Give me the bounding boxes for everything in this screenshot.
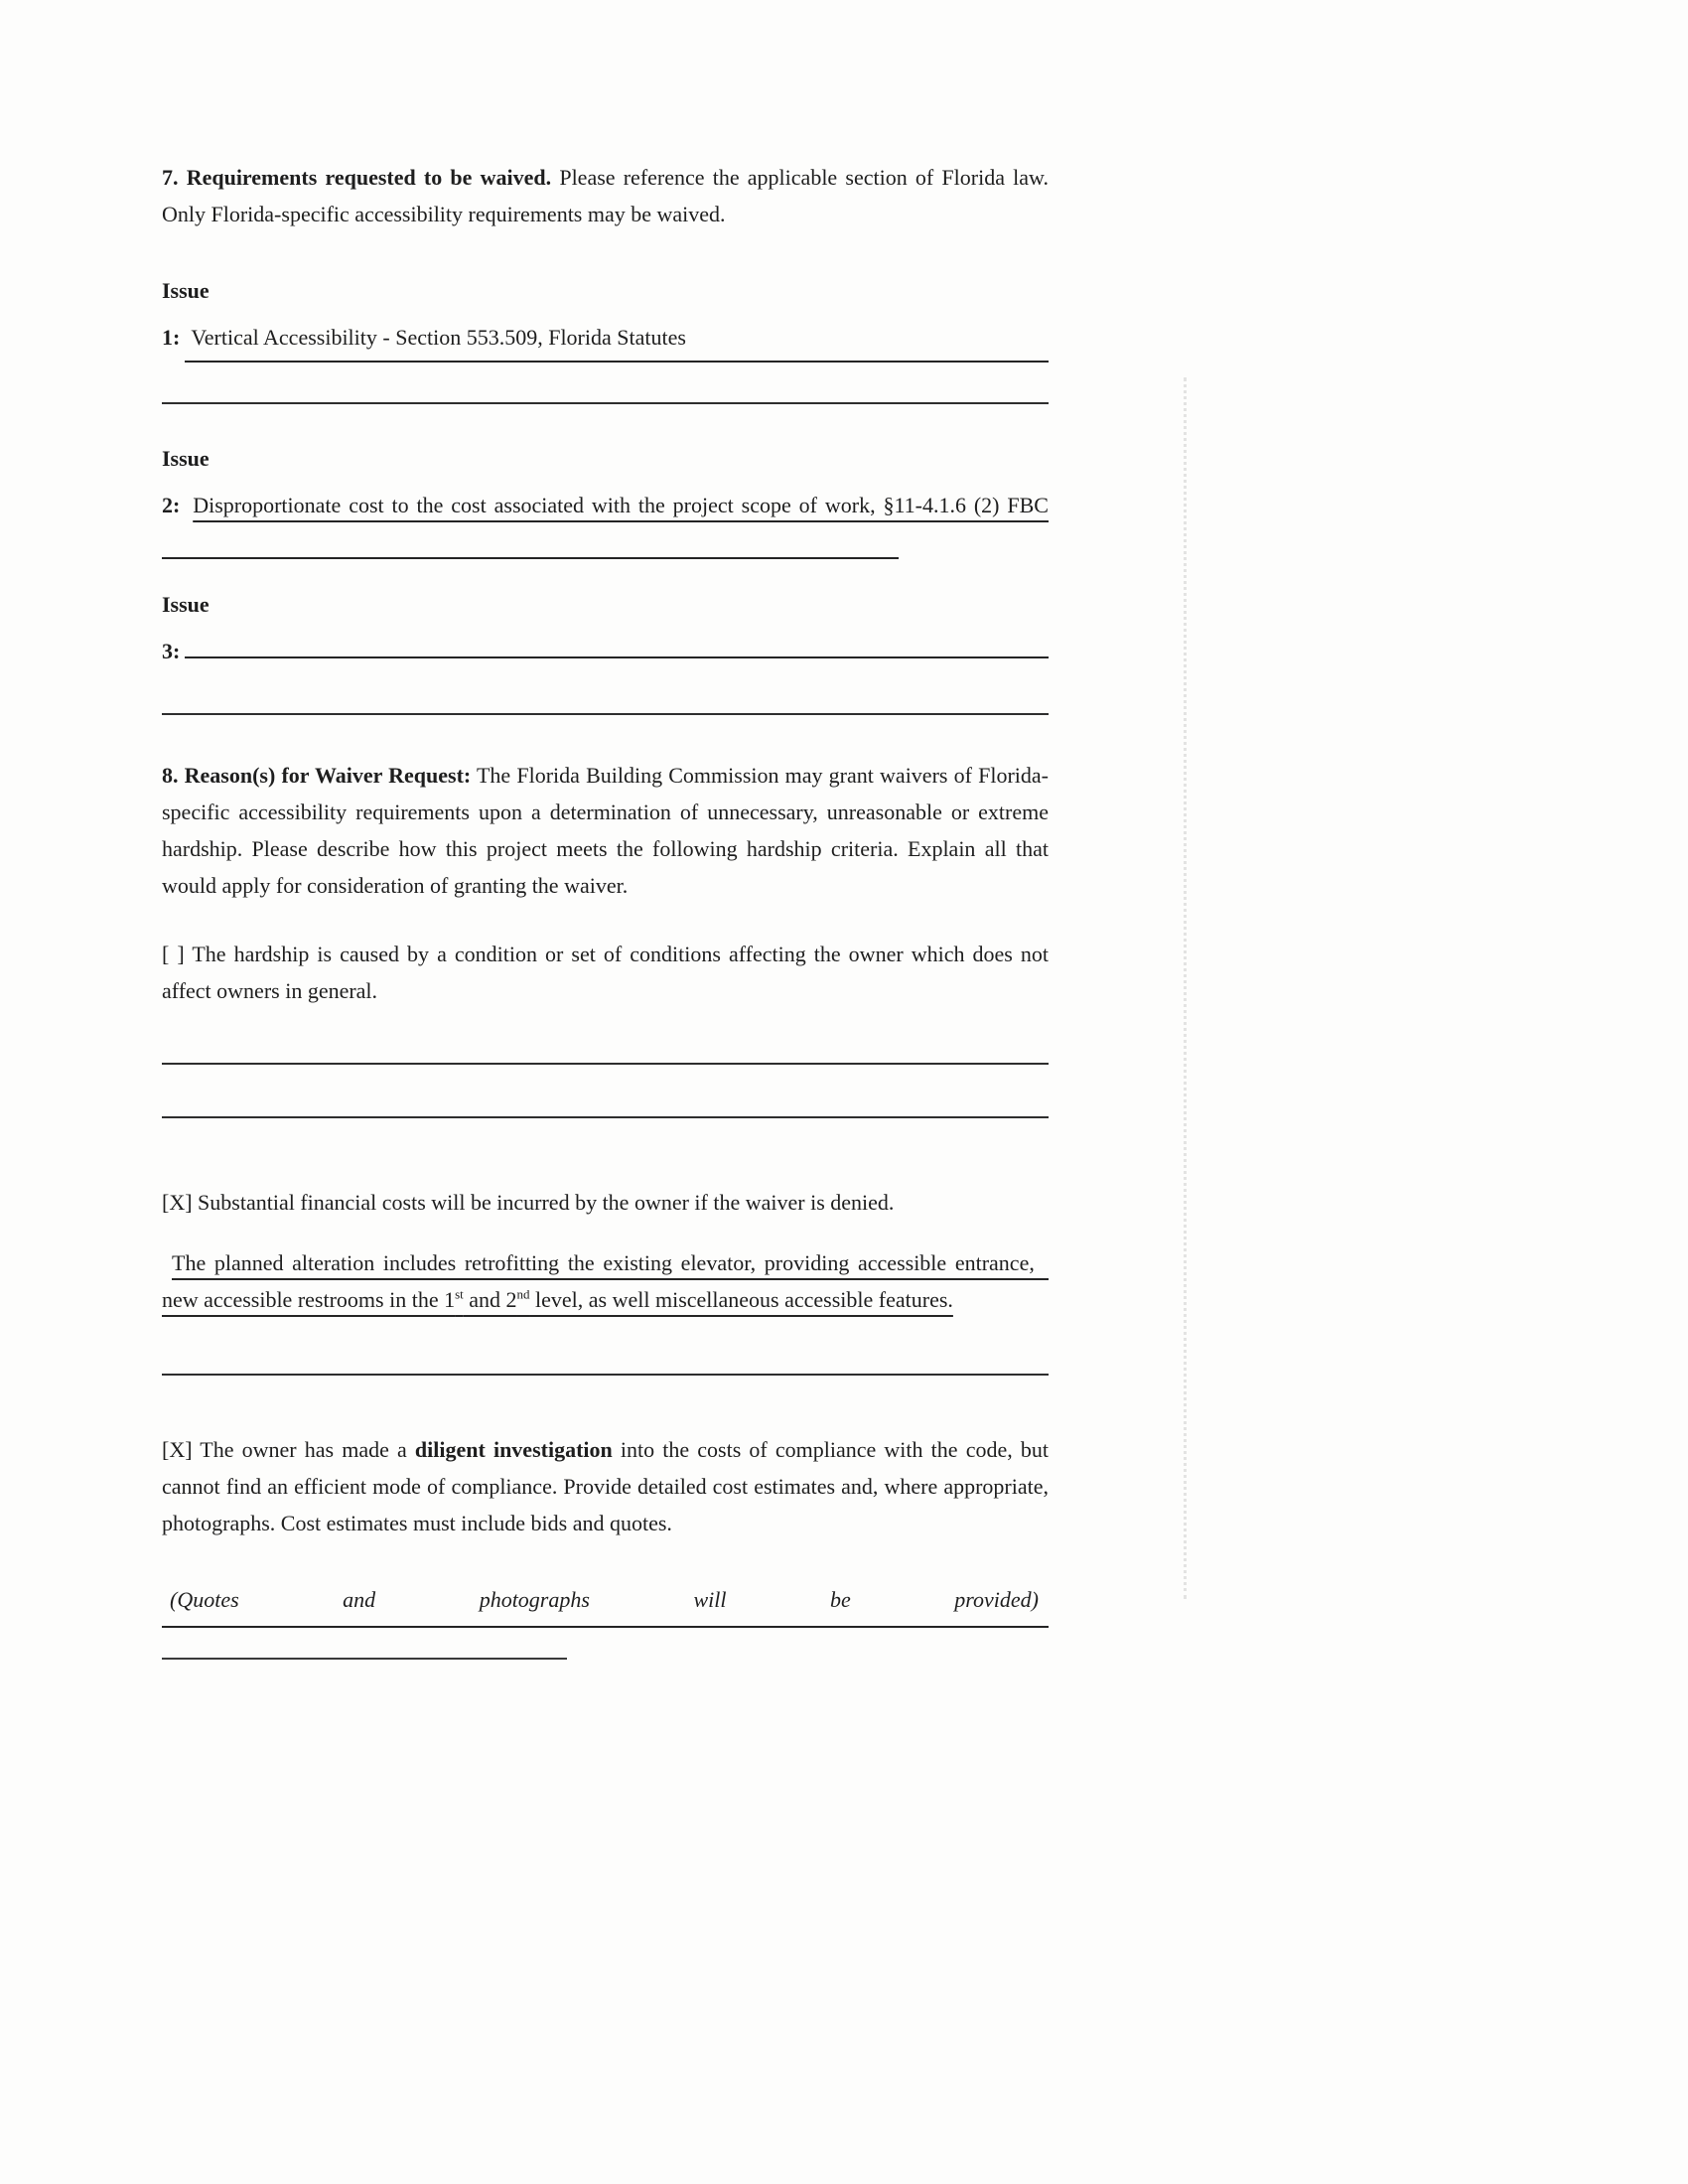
section-7-heading: 7. Requirements requested to be waived. [162, 165, 552, 190]
document-content [162, 159, 1049, 1660]
issue-2-number: 2: [162, 493, 181, 517]
answer-text-part-2: and 2 [463, 1287, 517, 1312]
section-8-text: The Florida Building Commission may grant waivers of Florida-specific accessibility requirements upon a determination of unnecessary, unreasonable or extreme hardship. Please describe how this project meets the following hardship criteria. Explain all that would apply for consideration of granting the waiver. [162, 763, 1049, 898]
quotes-note-line [162, 1581, 1049, 1628]
section-8-intro [162, 757, 1049, 904]
criterion-diligent-text-after: into the costs of compliance with the code, but cannot find an efficient mode of compliance. Provide detailed cost estimates and, where appropriate, photographs. Cost estimates must include bids and quotes. [162, 1437, 1049, 1535]
criterion-diligent-bold: diligent investigation [414, 1437, 613, 1462]
scan-edge-artifact [1184, 377, 1187, 1599]
blank-answer-line-1 [162, 402, 1049, 404]
blank-answer-line-4 [162, 1116, 1049, 1118]
answer-text-part-1: The planned alteration includes retrofitting the existing elevator, providing accessible entrance, new accessible restrooms in the 1 [162, 1250, 1049, 1312]
issue-3-row [162, 633, 1049, 669]
criterion-hardship-condition [162, 936, 1049, 1009]
issue-1-value: Vertical Accessibility - Section 553.509, Florida Statutes [185, 319, 1049, 363]
issue-3-label: Issue [162, 592, 210, 617]
criterion-financial-cost [162, 1184, 1049, 1221]
section-7-intro [162, 159, 1049, 232]
issue-2-trailing-line [162, 557, 899, 559]
answer-text-part-3: level, as well miscellaneous accessible features. [529, 1287, 953, 1312]
section-8-heading: 8. Reason(s) for Waiver Request: [162, 763, 472, 788]
checkbox-checked: [X] [162, 1437, 193, 1462]
issue-2-label: Issue [162, 446, 210, 471]
issue-2-value: Disproportionate cost to the cost associated with the project scope of work, §11-4.1.6 (2) FBC [193, 493, 1049, 517]
criterion-financial-cost-text: Substantial financial costs will be incurred by the owner if the waiver is denied. [192, 1190, 895, 1215]
blank-answer-line-short [162, 1658, 567, 1660]
criterion-hardship-condition-text: The hardship is caused by a condition or set of conditions affecting the owner which does not affect owners in general. [162, 942, 1049, 1003]
quotes-word: will [693, 1587, 727, 1612]
criterion-diligent-investigation [162, 1431, 1049, 1541]
issue-1-label: Issue [162, 278, 210, 303]
issue-1-row [162, 319, 1049, 363]
checkbox-unchecked: [ ] [162, 942, 185, 966]
blank-answer-line-2 [162, 713, 1049, 715]
answer-superscript-st: st [455, 1286, 464, 1302]
quotes-word: be [829, 1587, 851, 1612]
quotes-word: and [343, 1587, 376, 1612]
blank-answer-line-5 [162, 1374, 1049, 1376]
section-7-text: Please reference the applicable section of Florida law. Only Florida-specific accessibility requirements may be waived. [162, 165, 1049, 226]
quotes-word: provided) [954, 1587, 1039, 1612]
issue-1-number: 1: [162, 325, 181, 350]
issue-3-value [185, 652, 1049, 658]
issue-3-number: 3: [162, 639, 181, 663]
blank-answer-line-3 [162, 1063, 1049, 1065]
quotes-word: (Quotes [170, 1587, 239, 1612]
criterion-diligent-text-before: The owner has made a [192, 1437, 415, 1462]
issue-2-row [162, 487, 1049, 560]
checkbox-checked: [X] [162, 1190, 193, 1215]
financial-cost-answer [162, 1244, 1049, 1318]
quotes-word: photographs [479, 1587, 590, 1612]
answer-superscript-nd: nd [516, 1286, 530, 1302]
